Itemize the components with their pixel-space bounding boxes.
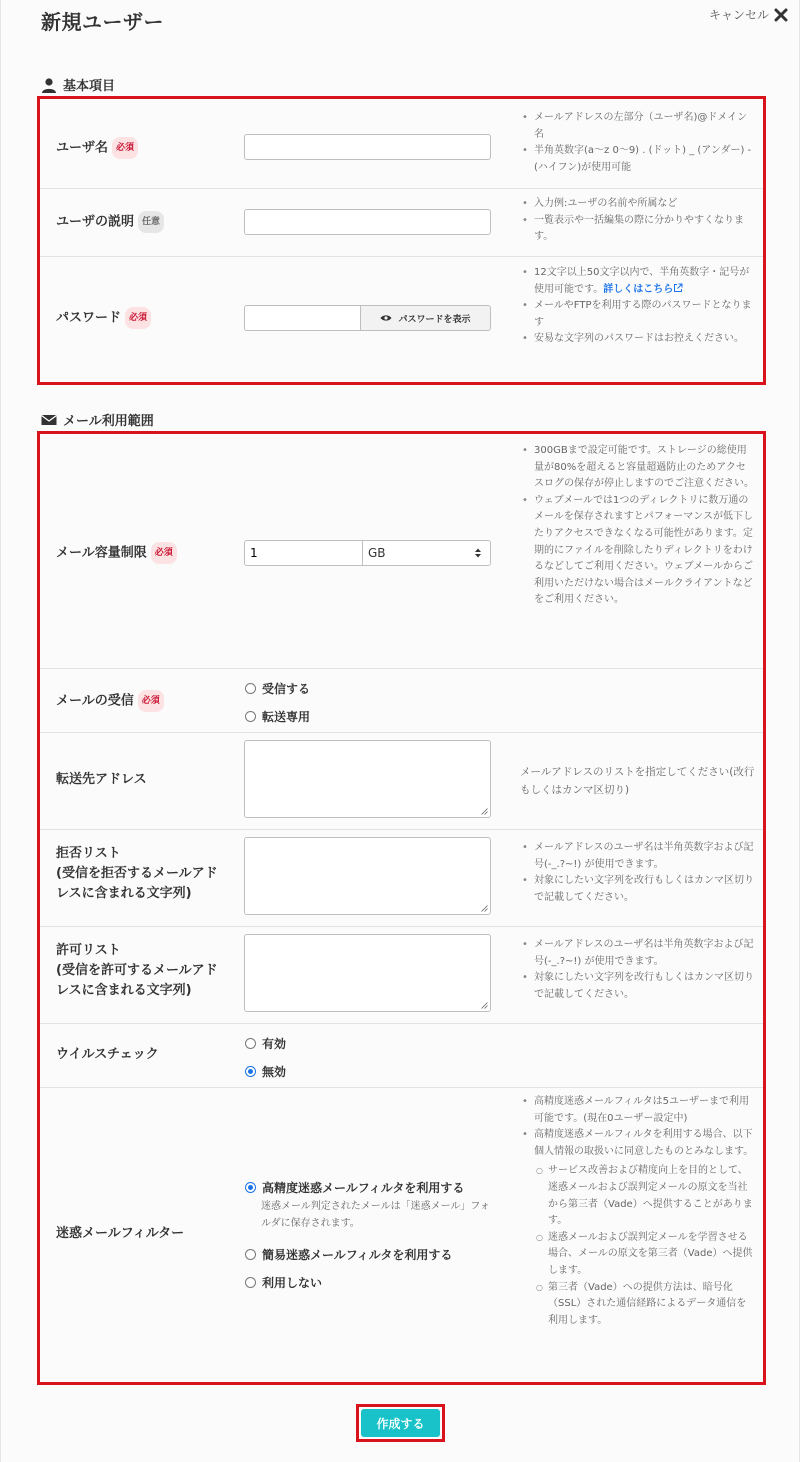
show-password-label: パスワードを表示 [398, 314, 471, 325]
required-badge: 必須 [151, 542, 177, 564]
spam-option-none[interactable]: 利用しない [245, 1274, 322, 1291]
description-row [40, 189, 763, 257]
username-input[interactable] [244, 134, 491, 160]
optional-badge: 任意 [138, 211, 164, 233]
forward-help: メールアドレスのリストを指定してください(改行もしくはカンマ区切り) [520, 766, 755, 796]
help-item: • メールやFTPを利用する際のパスワードとなります [520, 298, 755, 331]
spam-option-advanced[interactable]: 高精度迷惑メールフィルタを利用する [245, 1179, 464, 1196]
forward-textarea[interactable] [244, 740, 491, 818]
spam-label: 迷惑メールフィルター [56, 1226, 185, 1241]
required-badge: 必須 [138, 690, 164, 712]
help-item: • 一覧表示や一括編集の際に分かりやすくなります。 [520, 213, 755, 246]
help-subitem: ○ 第三者（Vade）への提供方法は、暗号化（SSL）された通信経路によるデータ通信を利用します。 [534, 1280, 755, 1330]
help-item: • メールアドレスのユーザ名は半角英数字および記号(-_.?~!) が使用できます。 [520, 937, 755, 970]
receive-option-receive[interactable]: 受信する [245, 680, 310, 697]
help-subitem: ○ 迷惑メールおよび誤判定メールを学習させる場合、メールの原文を第三者（Vade）へ提供します。 [534, 1230, 755, 1280]
quota-unit-select[interactable] [363, 541, 490, 565]
help-item: • 高精度迷惑メールフィルタを利用する場合、以下個人情報の取扱いに同意したものとみなします。 [520, 1127, 755, 1160]
spam-option-note: 迷惑メール判定されたメールは「迷惑メール」フォルダに保存されます。 [261, 1201, 490, 1229]
password-label: パスワード 必須 [56, 307, 151, 329]
radio-button [245, 1277, 256, 1288]
deny-row [40, 830, 763, 927]
close-icon [773, 7, 789, 23]
receive-label: メールの受信 必須 [56, 690, 164, 712]
virus-row [40, 1024, 763, 1088]
required-badge: 必須 [125, 307, 151, 329]
username-label: ユーザ名 必須 [56, 137, 138, 159]
allow-label: 許可リスト (受信を許可するメールアド レスに含まれる文字列) [56, 943, 218, 998]
password-help [520, 265, 755, 348]
radio-button-selected [245, 1182, 256, 1193]
section-basic-heading [41, 75, 115, 94]
section-mail-heading [41, 410, 154, 429]
radio-button [245, 1038, 256, 1049]
username-row [40, 99, 763, 189]
select-arrows-icon [474, 547, 482, 559]
help-item: • メールアドレスのユーザ名は半角英数字および記号(-_.?~!) が使用できます。 [520, 840, 755, 873]
section-basic-title: 基本項目 [63, 79, 116, 94]
section-basic-box [37, 96, 766, 385]
allow-textarea[interactable] [244, 934, 491, 1012]
deny-help [520, 840, 755, 906]
help-item: • 対象にしたい文字列を改行もしくはカンマ区切りで記載してください。 [520, 873, 755, 906]
receive-row [40, 669, 763, 733]
quota-field [244, 540, 491, 566]
allow-row [40, 927, 763, 1024]
user-icon [41, 77, 57, 93]
help-item: • 安易な文字列のパスワードはお控えください。 [520, 331, 755, 348]
external-link-icon [673, 283, 683, 293]
virus-option-disabled[interactable]: 無効 [245, 1063, 286, 1080]
radio-button-selected [245, 1066, 256, 1077]
required-badge: 必須 [112, 137, 138, 159]
envelope-icon [41, 412, 57, 428]
spam-help [520, 1094, 755, 1329]
resize-grip-icon[interactable] [481, 808, 488, 815]
quota-unit-value: GB [368, 546, 386, 560]
create-button[interactable]: 作成する [361, 1409, 440, 1437]
radio-button [245, 1249, 256, 1260]
section-mail-box [37, 431, 766, 1385]
username-help [520, 110, 755, 176]
help-item: • 対象にしたい文字列を改行もしくはカンマ区切りで記載してください。 [520, 970, 755, 1003]
description-help [520, 196, 755, 246]
help-item: • 300GBまで設定可能です。ストレージの総使用量が80%を超えると容量超過防止のためアクセスログの保存が停止しますのでご注意ください。 [520, 443, 755, 493]
password-input[interactable] [244, 305, 360, 331]
radio-button [245, 683, 256, 694]
resize-grip-icon[interactable] [481, 1002, 488, 1009]
quota-input[interactable]: 1 [245, 541, 363, 565]
show-password-button[interactable] [360, 305, 491, 331]
spam-row [40, 1088, 763, 1382]
help-item: • 12文字以上50文字以内で、半角英数字・記号が使用可能です。詳しくはこちら [520, 265, 755, 298]
virus-label: ウイルスチェック [56, 1047, 159, 1062]
submit-highlight [356, 1404, 445, 1442]
section-mail-title: メール利用範囲 [63, 414, 154, 429]
receive-option-forward-only[interactable]: 転送専用 [245, 708, 310, 725]
description-label: ユーザの説明 任意 [56, 211, 164, 233]
password-row [40, 257, 763, 382]
forward-row [40, 733, 763, 830]
page-title: 新規ユーザー [41, 10, 164, 34]
details-link[interactable]: 詳しくはこちら [603, 284, 683, 295]
eye-icon [380, 314, 392, 322]
help-item: • メールアドレスの左部分（ユーザ名)@ドメイン名 [520, 110, 755, 143]
deny-label: 拒否リスト (受信を拒否するメールアド レスに含まれる文字列) [56, 846, 218, 901]
deny-textarea[interactable] [244, 837, 491, 915]
radio-button [245, 711, 256, 722]
help-item: • 半角英数字(a〜z 0〜9) . (ドット) _ (アンダー) - (ハイフン)が使用可能 [520, 143, 755, 176]
allow-help [520, 937, 755, 1003]
help-item: • 高精度迷惑メールフィルタは5ユーザーまで利用可能です。(現在0ユーザー設定中) [520, 1094, 755, 1127]
spam-option-simple[interactable]: 簡易迷惑メールフィルタを利用する [245, 1246, 452, 1263]
quota-row [40, 434, 763, 669]
help-subitem: ○ サービス改善および精度向上を目的として、迷惑メールおよび誤判定メールの原文を当社から第三者（Vade）へ提供することがあります。 [534, 1163, 755, 1229]
help-item: • 入力例:ユーザの名前や所属など [520, 196, 755, 213]
resize-grip-icon[interactable] [481, 905, 488, 912]
quota-label: メール容量制限 必須 [56, 542, 177, 564]
help-item: • ウェブメールでは1つのディレクトリに数万通のメールを保存されますとパフォーマンスが低下したりアクセスできなくなる可能性があります。定期的にファイルを削除したりディレクトリをわけるなどしてご利用ください。ウェブメールからご利用いただけない場合はメールクライアントなどをご利用ください。 [520, 493, 755, 609]
description-input[interactable] [244, 209, 491, 235]
cancel-label: キャンセル [708, 8, 769, 22]
forward-label: 転送先アドレス [56, 772, 147, 787]
quota-help [520, 443, 755, 609]
cancel-button[interactable] [709, 6, 789, 23]
virus-option-enabled[interactable]: 有効 [245, 1035, 286, 1052]
